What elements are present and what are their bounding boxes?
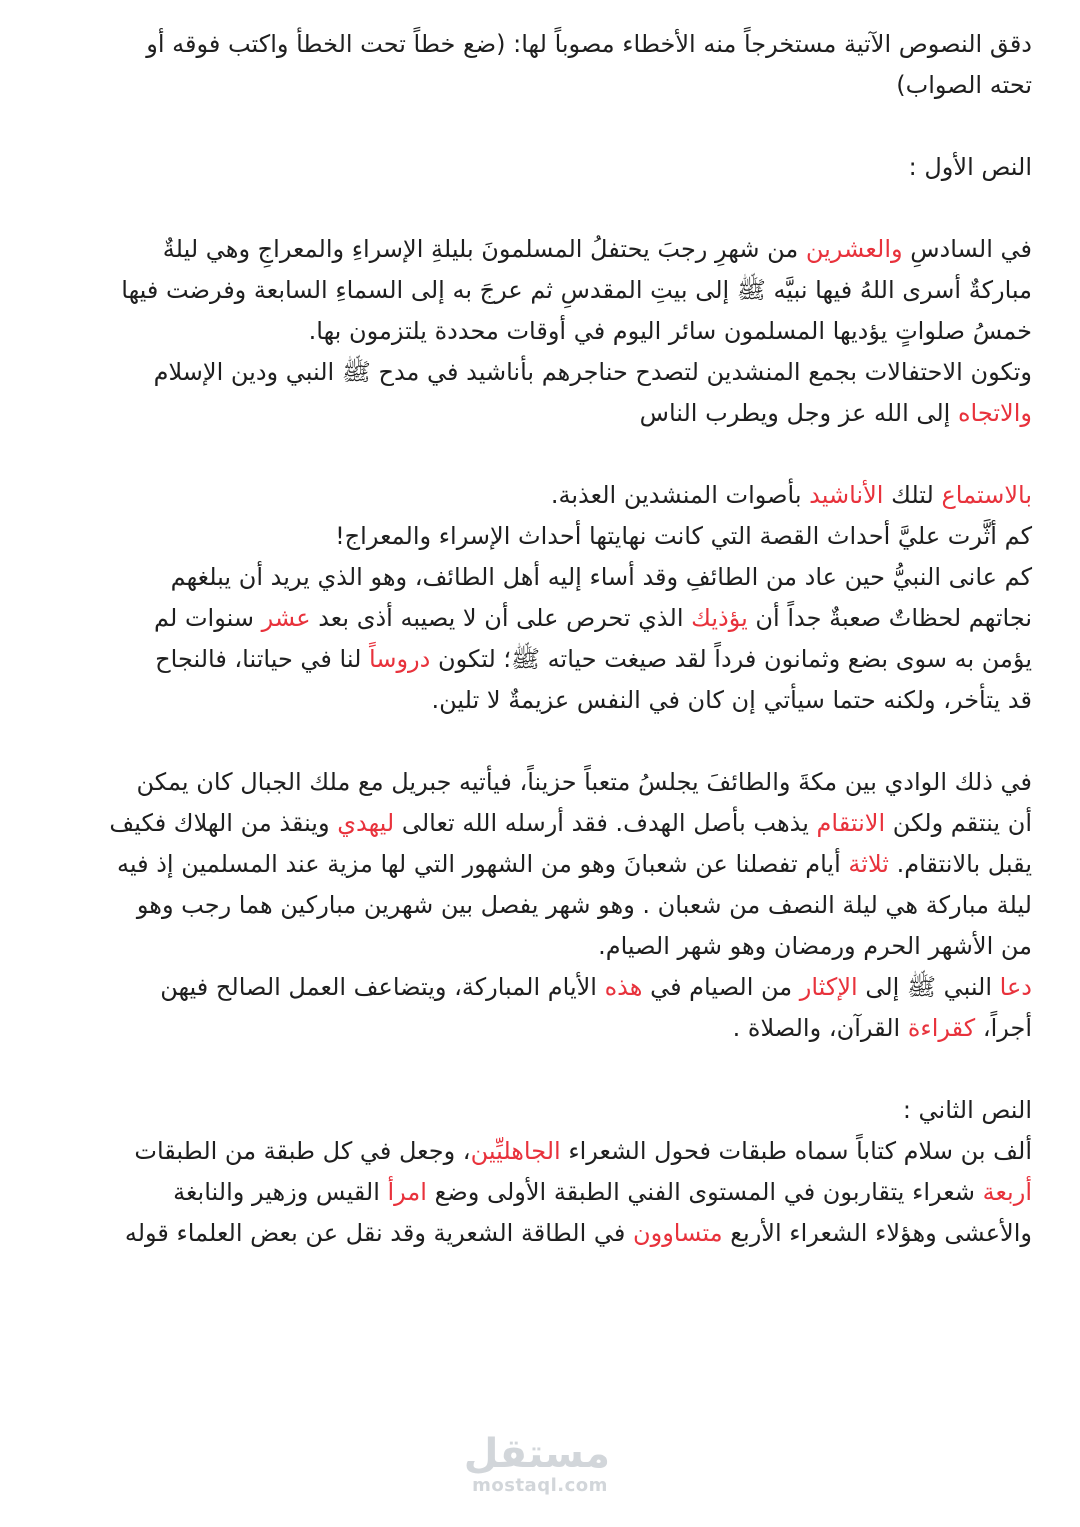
text1-heading: النص الأول : [908,153,1032,181]
text-line: في ذلك الوادي بين مكةَ والطائفَ يجلسُ متعباً حزيناً، فيأتيه جبريل مع ملك الجبال كان يمكن [136,768,1032,796]
text-line: كم عانى النبيُّ حين عاد من الطائفِ وقد أساء إليه أهل الطائف، وهو الذي يريد أن يبلغهم [170,563,1032,591]
text-line: من الأشهر الحرم ورمضان وهو شهر الصيام. [598,932,1032,960]
marked-word: الأناشيد [809,481,884,509]
marked-word: هذه [604,973,643,1001]
marked-word: ليهدي [337,809,395,837]
instruction-line: دقق النصوص الآتية مستخرجاً منه الأخطاء مصوباً لها: (ضع خطاً تحت الخطأ واكتب فوقه أو [146,30,1032,58]
marked-word: الإكثار [799,973,858,1001]
instructions [50,24,1032,106]
text-line: في السادسِ والعشرين من شهرِ رجبَ يحتفلُ المسلمونَ بليلةِ الإسراءِ والمعراجِ وهي ليلةٌ [162,235,1032,263]
text-line: كم أثَّرت عليَّ أحداث القصة التي كانت نهايتها أحداث الإسراء والمعراج! [335,522,1032,550]
watermark-arabic: مستقل [463,1431,610,1477]
text1-paragraph-1 [50,229,1032,434]
marked-word: والعشرين [805,235,903,263]
instruction-line: تحته الصواب) [896,71,1032,99]
text-line: خمسُ صلواتٍ يؤديها المسلمون سائر اليوم في أوقات محددة يلتزمون بها. [308,317,1032,345]
text-line: والأعشى وهؤلاء الشعراء الأربع متساوون في الطاقة الشعرية وقد نقل عن بعض العلماء قوله [124,1219,1032,1247]
text-line: أجراً، كقراءة القرآن، والصلاة . [732,1014,1032,1042]
marked-word: كقراءة [907,1014,976,1042]
document-page [50,24,1032,1254]
mostaql-watermark-logo [463,1431,610,1496]
text-line: وتكون الاحتفالات بجمع المنشدين لتصدح حناجرهم بأناشيد في مدح ﷺ النبي ودين الإسلام [153,358,1032,386]
text-line: والاتجاه إلى الله عز وجل ويطرب الناس [639,399,1032,427]
text-line: مباركةٌ أسرى اللهُ فيها نبيَّه ﷺ إلى بيتِ المقدسِ ثم عرجَ به إلى السماءِ السابعة وفرضت فيها [121,276,1032,304]
text-line: ليلة مباركة هي ليلة النصف من شعبان . وهو شهر يفصل بين شهرين مباركين هما رجب وهو [136,891,1032,919]
text-line: قد يتأخر، ولكنه حتما سيأتي إن كان في النفس عزيمةٌ لا تلين. [431,686,1032,714]
marked-word: متساوون [633,1219,723,1247]
text-line: دعا النبي ﷺ إلى الإكثار من الصيام في هذه الأيام المباركة، ويتضاعف العمل الصالح فيهن [160,973,1032,1001]
text-line: أربعة شعراء يتقاربون في المستوى الفني الطبقة الأولى وضع امرأ القيس وزهير والنابغة [173,1178,1032,1206]
marked-word: امرأ [387,1178,427,1206]
text-line: بالاستماع لتلك الأناشيد بأصوات المنشدين العذبة. [550,481,1032,509]
text-line: أن ينتقم ولكن الانتقام يذهب بأصل الهدف. فقد أرسله الله تعالى ليهدي وينقذ من الهلاك فكيف [109,809,1032,837]
text-line: نجاتهم لحظاتٌ صعبةٌ جداً أن يؤذيك الذي تحرص على أن لا يصيبه أذى بعد عشر سنوات لم [154,604,1032,632]
marked-word: الجاهليِّين [470,1137,561,1165]
text-line: يؤمن به سوى بضع وثمانون فرداً لقد صيغت حياته ﷺ؛ لتكون دروساً لنا في حياتنا، فالنجاح [155,645,1032,673]
marked-word: دروساً [369,645,431,673]
marked-word: ثلاثة [848,850,889,878]
text-line: يقبل بالانتقام. ثلاثة أيام تفصلنا عن شعبانَ وهو من الشهور التي لها مزية عند المسلمين إذ فيه [117,850,1032,878]
marked-word: دعا [999,973,1032,1001]
text2-heading: النص الثاني : [902,1096,1032,1124]
marked-word: أربعة [982,1178,1032,1206]
marked-word: الانتقام [816,809,886,837]
marked-word: يؤذيك [691,604,748,632]
text1-paragraph-3 [50,762,1032,1049]
text1-paragraph-2 [50,475,1032,721]
watermark-latin: mostaql.com [472,1475,608,1496]
marked-word: بالاستماع [941,481,1032,509]
marked-word: والاتجاه [957,399,1032,427]
marked-word: عشر [261,604,311,632]
text2-paragraph-1 [50,1131,1032,1254]
text-line: ألف بن سلام كتاباً سماه طبقات فحول الشعراء الجاهليِّين، وجعل في كل طبقة من الطبقات [134,1137,1032,1165]
